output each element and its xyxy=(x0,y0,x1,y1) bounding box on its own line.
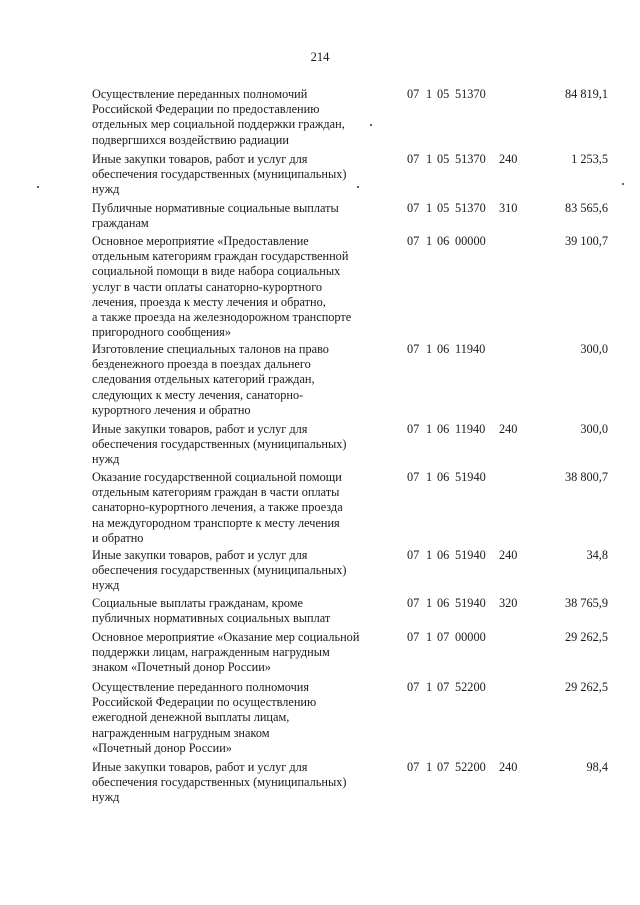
code-subprogram: 07 xyxy=(437,630,450,644)
code-section: 07 xyxy=(407,422,420,436)
code-subprogram: 06 xyxy=(437,234,450,248)
code-section: 07 xyxy=(407,234,420,248)
row-amount: 38 800,7 xyxy=(564,470,608,484)
code-direction: 51370 xyxy=(455,201,486,215)
code-section: 07 xyxy=(407,548,420,562)
code-program: 1 xyxy=(426,596,433,610)
code-direction: 51370 xyxy=(455,87,486,101)
code-section: 07 xyxy=(407,87,420,101)
row-amount: 34,8 xyxy=(586,548,608,562)
code-program: 1 xyxy=(426,234,433,248)
row-amount: 1 253,5 xyxy=(571,152,608,166)
code-subprogram: 07 xyxy=(437,760,450,774)
code-section: 07 xyxy=(407,342,420,356)
row-description: Публичные нормативные социальные выплаты гражданам xyxy=(92,201,339,231)
row-description: Иные закупки товаров, работ и услуг для обеспечения государственных (муниципальных) нужд xyxy=(92,152,347,197)
scan-speck xyxy=(357,186,359,188)
row-description: Социальные выплаты гражданам, кроме публичных нормативных социальных выплат xyxy=(92,596,331,626)
code-direction: 52200 xyxy=(455,760,486,774)
code-expense-type: 240 xyxy=(499,760,518,774)
code-expense-type: 310 xyxy=(499,201,518,215)
row-amount: 300,0 xyxy=(580,422,608,436)
code-section: 07 xyxy=(407,470,420,484)
row-description: Основное мероприятие «Оказание мер социальной поддержки лицам, награжденным нагрудным знаком «Почетный донор России» xyxy=(92,630,360,675)
code-subprogram: 06 xyxy=(437,548,450,562)
code-subprogram: 05 xyxy=(437,87,450,101)
code-subprogram: 05 xyxy=(437,152,450,166)
row-amount: 38 765,9 xyxy=(564,596,608,610)
code-program: 1 xyxy=(426,201,433,215)
code-program: 1 xyxy=(426,87,433,101)
row-description: Иные закупки товаров, работ и услуг для обеспечения государственных (муниципальных) нужд xyxy=(92,548,347,593)
row-amount: 98,4 xyxy=(586,760,608,774)
row-amount: 29 262,5 xyxy=(564,630,608,644)
row-amount: 84 819,1 xyxy=(564,87,608,101)
scan-speck xyxy=(37,186,39,188)
row-description: Основное мероприятие «Предоставление отдельным категориям граждан государственной социальной помощи в виде набора социальных услуг в части оплаты санаторно-курортного лечения, проезда к месту лечения и обратно, а также проезда на железнодорожном транспорте пригородного сообщения» xyxy=(92,234,352,340)
code-direction: 51940 xyxy=(455,470,486,484)
row-description: Осуществление переданных полномочий Российской Федерации по предоставлению отдельных мер социальной поддержки граждан, подвергшихся воздействию радиации xyxy=(92,87,345,147)
code-section: 07 xyxy=(407,596,420,610)
code-expense-type: 320 xyxy=(499,596,518,610)
code-program: 1 xyxy=(426,630,433,644)
code-direction: 51940 xyxy=(455,548,486,562)
code-direction: 11940 xyxy=(455,422,486,436)
page-number: 214 xyxy=(310,50,330,64)
row-amount: 29 262,5 xyxy=(564,680,608,694)
code-subprogram: 06 xyxy=(437,342,450,356)
code-expense-type: 240 xyxy=(499,548,518,562)
code-program: 1 xyxy=(426,422,433,436)
row-description: Оказание государственной социальной помощи отдельным категориям граждан в части оплаты санаторно-курортного лечения, а также проезда на междугородном транспорте к месту лечения и обратно xyxy=(92,470,343,545)
code-expense-type: 240 xyxy=(499,152,518,166)
row-description: Осуществление переданного полномочия Российской Федерации по осуществлению ежегодной денежной выплаты лицам, награжденным нагрудным знаком «Почетный донор России» xyxy=(92,680,317,755)
code-section: 07 xyxy=(407,201,420,215)
code-direction: 00000 xyxy=(455,234,486,248)
row-amount: 300,0 xyxy=(580,342,608,356)
code-direction: 51940 xyxy=(455,596,486,610)
code-expense-type: 240 xyxy=(499,422,518,436)
code-direction: 00000 xyxy=(455,630,486,644)
row-description: Иные закупки товаров, работ и услуг для обеспечения государственных (муниципальных) нужд xyxy=(92,422,347,467)
scan-speck xyxy=(622,183,624,185)
row-amount: 39 100,7 xyxy=(564,234,608,248)
code-section: 07 xyxy=(407,680,420,694)
code-subprogram: 06 xyxy=(437,422,450,436)
code-program: 1 xyxy=(426,760,433,774)
scan-speck xyxy=(370,124,372,126)
code-direction: 52200 xyxy=(455,680,486,694)
code-subprogram: 07 xyxy=(437,680,450,694)
code-direction: 51370 xyxy=(455,152,486,166)
code-program: 1 xyxy=(426,548,433,562)
code-program: 1 xyxy=(426,470,433,484)
code-section: 07 xyxy=(407,152,420,166)
code-program: 1 xyxy=(426,152,433,166)
code-section: 07 xyxy=(407,630,420,644)
code-program: 1 xyxy=(426,342,433,356)
code-subprogram: 06 xyxy=(437,596,450,610)
code-direction: 11940 xyxy=(455,342,486,356)
code-program: 1 xyxy=(426,680,433,694)
row-description: Изготовление специальных талонов на право безденежного проезда в поездах дальнего следования отдельных категорий граждан, следующих к месту лечения, санаторно- курортного лечения и обратно xyxy=(92,342,329,417)
row-amount: 83 565,6 xyxy=(564,201,608,215)
row-description: Иные закупки товаров, работ и услуг для обеспечения государственных (муниципальных) нужд xyxy=(92,760,347,805)
code-section: 07 xyxy=(407,760,420,774)
code-subprogram: 05 xyxy=(437,201,450,215)
code-subprogram: 06 xyxy=(437,470,450,484)
